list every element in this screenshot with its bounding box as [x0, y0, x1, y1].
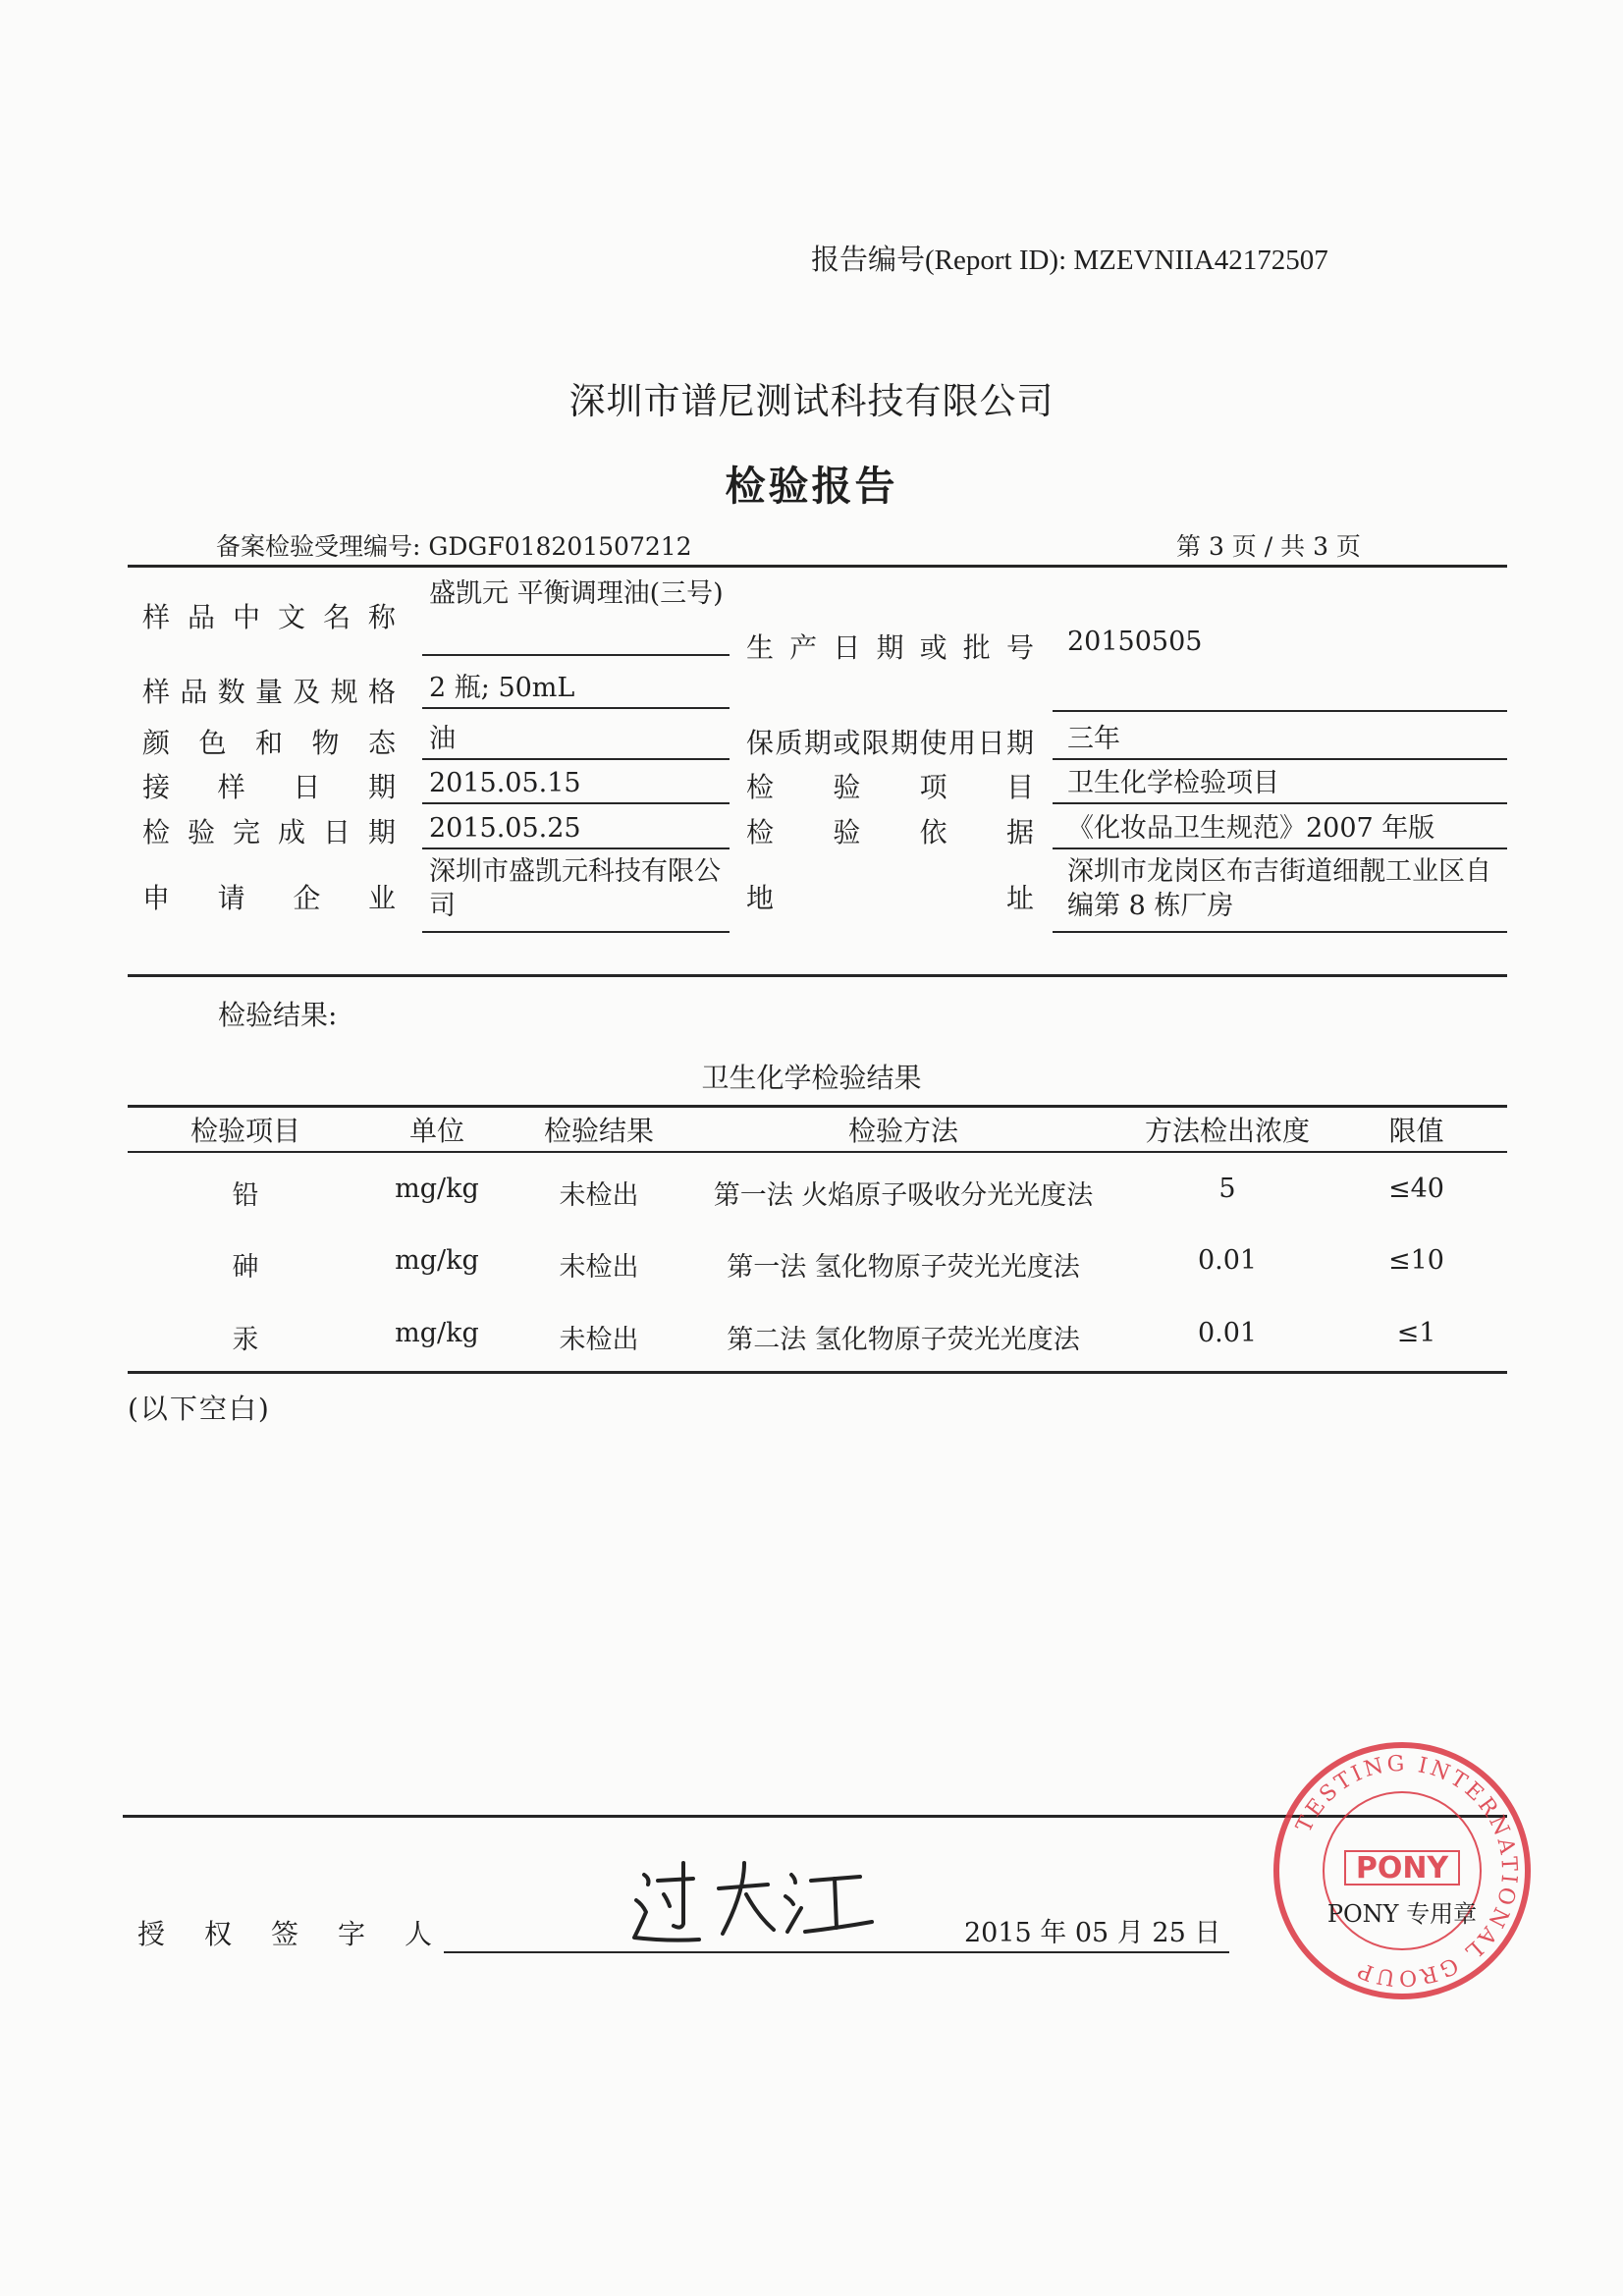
label-char: 号	[1005, 631, 1034, 664]
field-underline	[422, 758, 730, 760]
cell-result: 未检出	[559, 1180, 639, 1211]
label-char: 签	[270, 1918, 298, 1950]
cell-detection: 5	[1218, 1174, 1236, 1204]
cell-method: 第一法 氢化物原子荧光光度法	[727, 1252, 1080, 1283]
filing-number: 备案检验受理编号: GDGF018201507212	[216, 532, 692, 561]
cell-detection: 0.01	[1197, 1245, 1258, 1276]
label-char: 请	[217, 882, 245, 914]
label-char: 和	[254, 727, 283, 759]
cell-limit: ≤40	[1388, 1174, 1444, 1204]
value-shelf-life: 三年	[1067, 724, 1120, 754]
field-underline	[422, 847, 730, 849]
col-header-result: 检验结果	[543, 1115, 654, 1147]
label-char: 检	[142, 816, 171, 848]
label-char: 目	[1005, 771, 1034, 803]
label-char: 量	[254, 676, 283, 708]
label-char: 及	[293, 676, 321, 708]
cell-unit: mg/kg	[395, 1318, 479, 1348]
label-char: 依	[919, 816, 947, 848]
svg-text:PONY 专用章: PONY 专用章	[1326, 1900, 1478, 1928]
label-char: 址	[1005, 882, 1034, 914]
label-char: 格	[367, 676, 396, 708]
signatory-label	[137, 1913, 432, 1952]
label-char: 日	[977, 727, 1005, 759]
signature-line	[444, 1951, 1229, 1953]
cell-detection: 0.01	[1197, 1318, 1258, 1348]
company-name: 深圳市谱尼测试科技有限公司	[568, 380, 1055, 422]
label-basis	[746, 811, 1034, 850]
label-char: 接	[142, 771, 171, 803]
label-char: 规	[330, 676, 358, 708]
label-char: 企	[293, 882, 321, 914]
label-char: 用	[948, 727, 977, 759]
cell-unit: mg/kg	[395, 1174, 479, 1204]
label-char: 期	[891, 727, 919, 759]
official-stamp	[1265, 1733, 1540, 2008]
label-char: 检	[746, 771, 775, 803]
label-char: 中	[232, 601, 260, 633]
table-top-rule	[128, 1105, 1507, 1108]
label-char: 验	[187, 816, 215, 848]
svg-text:PONY: PONY	[1355, 1851, 1449, 1886]
label-char: 完	[232, 816, 260, 848]
cell-item: 铅	[232, 1180, 259, 1211]
cell-unit: mg/kg	[395, 1245, 479, 1276]
label-char: 限	[861, 727, 890, 759]
report-id: 报告编号(Report ID): MZEVNIIA42172507	[811, 245, 1328, 276]
field-underline	[422, 802, 730, 804]
cell-result: 未检出	[559, 1252, 639, 1283]
label-char: 据	[1005, 816, 1034, 848]
label-char: 日	[833, 631, 861, 664]
label-char: 品	[180, 676, 208, 708]
field-underline	[422, 707, 730, 709]
label-received	[142, 766, 396, 805]
label-char: 样	[142, 601, 171, 633]
col-header-method: 检验方法	[847, 1115, 958, 1147]
label-sample-name	[142, 596, 396, 635]
field-underline	[1053, 931, 1507, 933]
label-char: 品	[187, 601, 215, 633]
value-production: 20150505	[1067, 627, 1203, 657]
field-underline	[1053, 802, 1507, 804]
table-bottom-rule	[128, 1371, 1507, 1374]
label-char: 物	[311, 727, 340, 759]
label-char: 日	[293, 771, 321, 803]
label-applicant	[142, 877, 396, 916]
value-applicant: 深圳市盛凯元科技有限公司	[429, 856, 721, 921]
value-address: 深圳市龙岗区布吉街道细靓工业区自编第 8 栋厂房	[1067, 856, 1491, 921]
page-number: 第 3 页 / 共 3 页	[1176, 532, 1361, 561]
cell-item: 汞	[232, 1325, 259, 1355]
label-address	[746, 877, 1034, 916]
label-char: 字	[337, 1918, 365, 1950]
header-rule	[128, 565, 1507, 568]
label-char: 样	[142, 676, 171, 708]
label-char: 保	[746, 727, 775, 759]
value-appearance: 油	[429, 724, 456, 754]
label-quantity	[142, 671, 396, 710]
value-test-item: 卫生化学检验项目	[1067, 768, 1279, 798]
cell-item: 砷	[232, 1252, 259, 1283]
label-char: 质	[775, 727, 803, 759]
value-quantity: 2 瓶; 50mL	[429, 673, 575, 703]
label-char: 期	[803, 727, 832, 759]
label-char: 验	[833, 816, 861, 848]
section-rule	[128, 974, 1507, 977]
cell-method: 第一法 火焰原子吸收分光光度法	[713, 1180, 1094, 1211]
label-test-item	[746, 766, 1034, 805]
label-char: 样	[217, 771, 245, 803]
label-char: 人	[404, 1918, 432, 1950]
label-completed	[142, 811, 396, 850]
col-header-detection: 方法检出浓度	[1144, 1115, 1310, 1147]
handwritten-signature	[628, 1851, 884, 1954]
label-char: 地	[746, 882, 775, 914]
field-underline	[422, 654, 730, 656]
label-char: 项	[919, 771, 947, 803]
label-char: 日	[322, 816, 351, 848]
label-char: 称	[367, 601, 396, 633]
label-char: 权	[203, 1918, 232, 1950]
label-char: 名	[322, 601, 351, 633]
label-char: 期	[876, 631, 904, 664]
field-underline	[1053, 758, 1507, 760]
label-char: 色	[198, 727, 227, 759]
label-char: 业	[367, 882, 396, 914]
cell-limit: ≤10	[1388, 1245, 1444, 1276]
label-production	[746, 627, 1034, 666]
col-header-unit: 单位	[408, 1115, 464, 1147]
results-label: 检验结果:	[218, 999, 338, 1031]
label-char: 期	[1005, 727, 1034, 759]
blank-note: (以下空白)	[128, 1393, 271, 1425]
col-header-limit: 限值	[1388, 1115, 1444, 1147]
value-basis: 《化妆品卫生规范》2007 年版	[1067, 813, 1435, 844]
label-char: 批	[962, 631, 991, 664]
svg-text:TESTING INTERNATIONAL GROUP: TESTING INTERNATIONAL GROUP	[1291, 1751, 1522, 1991]
label-char: 文	[277, 601, 305, 633]
col-header-item: 检验项目	[189, 1115, 300, 1147]
label-char: 或	[919, 631, 947, 664]
label-char: 验	[833, 771, 861, 803]
results-caption: 卫生化学检验结果	[701, 1062, 922, 1094]
report-title: 检验报告	[725, 463, 898, 510]
value-sample-name: 盛凯元 平衡调理油(三号)	[429, 578, 724, 609]
label-shelf-life	[746, 722, 1034, 761]
field-underline	[422, 931, 730, 933]
label-char: 授	[137, 1918, 166, 1950]
label-char: 申	[142, 882, 171, 914]
label-appearance	[142, 722, 396, 761]
cell-method: 第二法 氢化物原子荧光光度法	[727, 1325, 1080, 1355]
label-char: 成	[277, 816, 305, 848]
label-char: 使	[919, 727, 947, 759]
label-char: 态	[367, 727, 396, 759]
label-char: 颜	[142, 727, 171, 759]
label-char: 生	[746, 631, 775, 664]
label-char: 期	[367, 816, 396, 848]
value-received: 2015.05.15	[429, 768, 581, 798]
cell-result: 未检出	[559, 1325, 639, 1355]
field-underline	[1053, 710, 1507, 712]
label-char: 检	[746, 816, 775, 848]
cell-limit: ≤1	[1396, 1318, 1436, 1348]
value-completed: 2015.05.25	[429, 813, 581, 844]
signature-date: 2015 年 05 月 25 日	[964, 1918, 1221, 1948]
label-char: 或	[833, 727, 861, 759]
stamp-seal-graphic	[1265, 1733, 1540, 2008]
field-underline	[1053, 847, 1507, 849]
label-char: 数	[217, 676, 245, 708]
label-char: 产	[789, 631, 818, 664]
table-header-rule	[128, 1151, 1507, 1153]
label-char: 期	[367, 771, 396, 803]
